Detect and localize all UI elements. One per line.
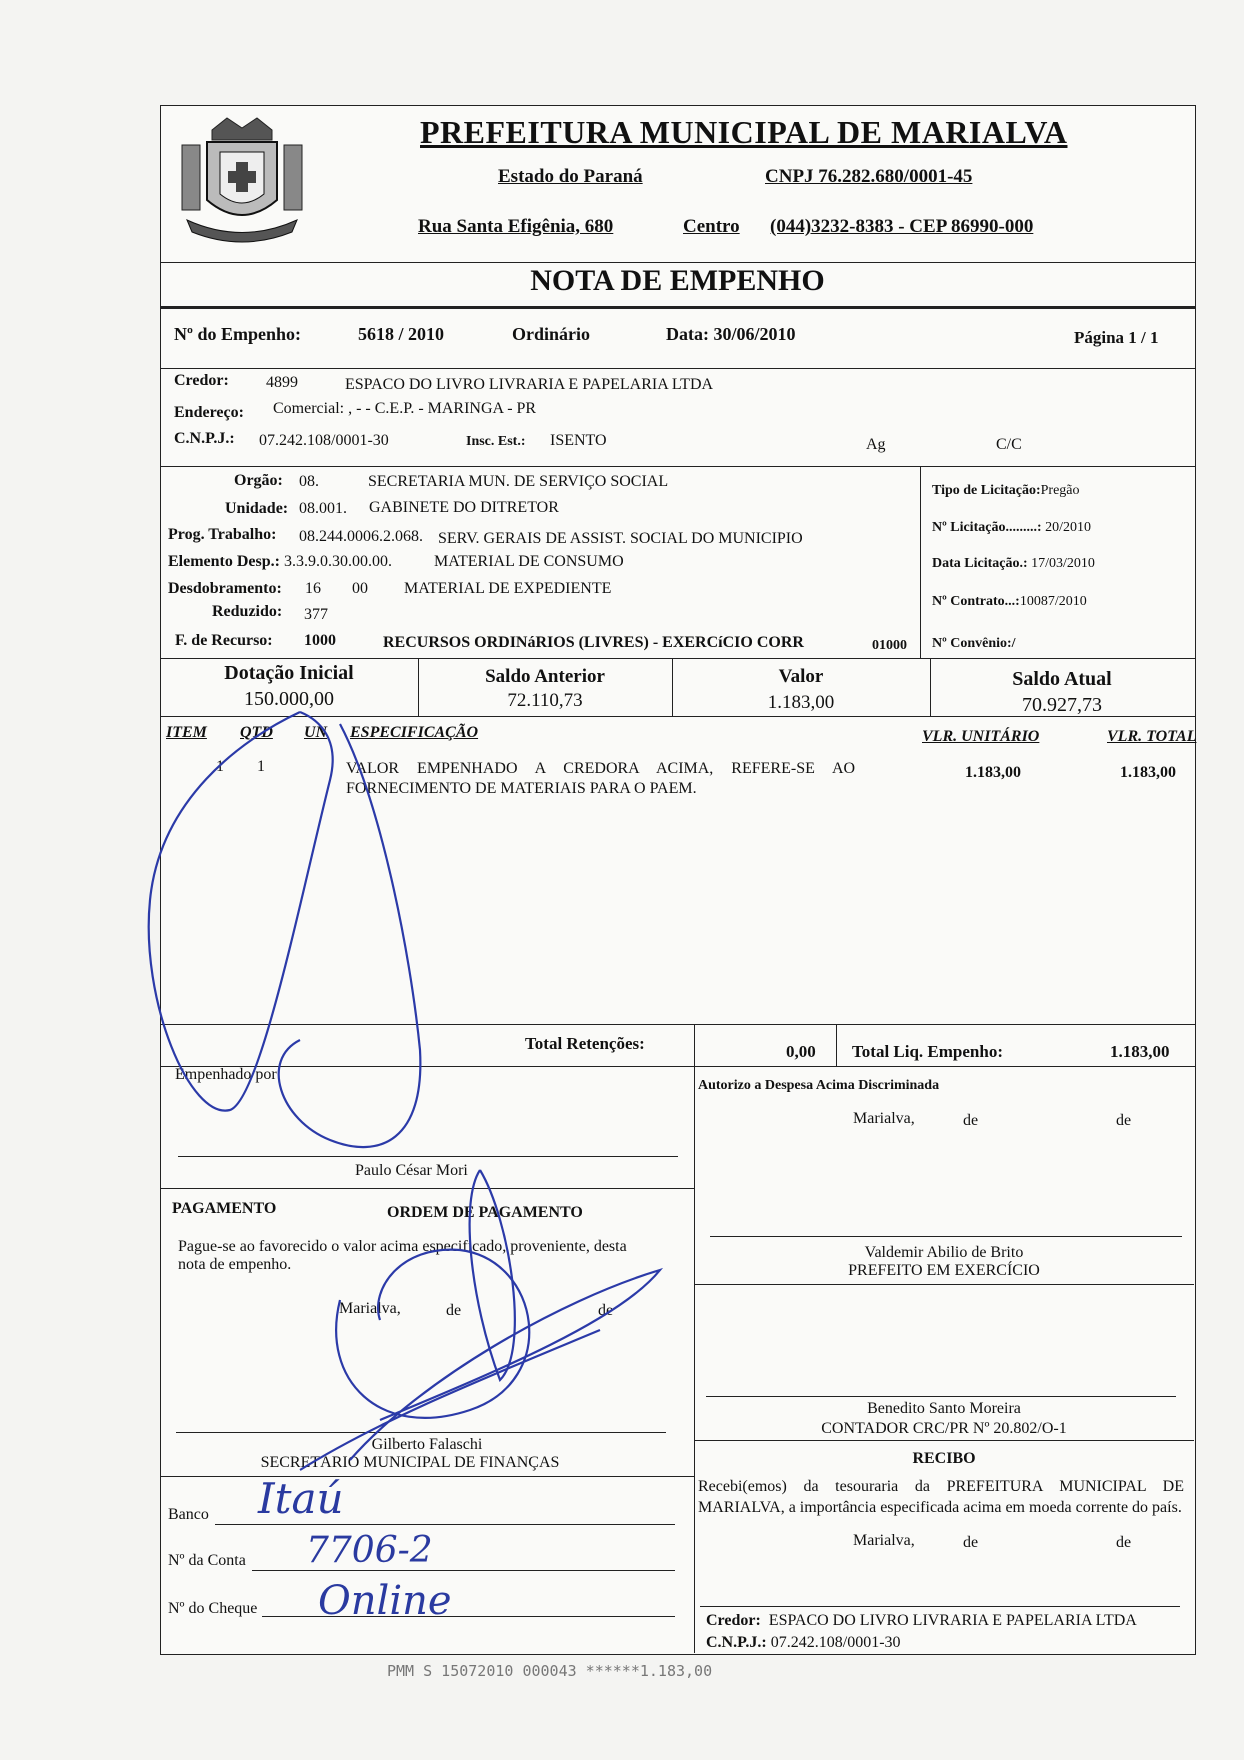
coat-of-arms-logo — [172, 110, 312, 250]
pagamento-text-line1: Pague-se ao favorecido o valor acima especificado, proveniente, desta — [178, 1238, 627, 1255]
empenhado-label: Empenhado por — [175, 1066, 277, 1083]
pagamento-date-de2: de — [598, 1302, 614, 1319]
signature-line — [710, 1236, 1182, 1237]
empenho-type: Ordinário — [512, 324, 591, 344]
phone-cep-text: (044)3232-8383 - CEP 86990-000 — [770, 216, 1034, 237]
item-unit-value: 1.183,00 — [965, 764, 1021, 781]
licitacao-data-value: 17/03/2010 — [1031, 556, 1095, 571]
document-title: NOTA DE EMPENHO — [530, 264, 825, 297]
prog-value: SERV. GERAIS DE ASSIST. SOCIAL DO MUNICIPIO — [438, 530, 803, 547]
autorizo-date-city: Marialva, — [853, 1110, 915, 1127]
cc-label: C/C — [996, 436, 1022, 453]
pagamento-date-de1: de — [446, 1302, 462, 1319]
secretario-role: SECRETÁRIO MUNICIPAL DE FINANÇAS — [260, 1454, 560, 1471]
dotacao-value: 150.000,00 — [244, 688, 334, 710]
saldo-anterior-value: 72.110,73 — [507, 690, 583, 711]
saldo-atual-value: 70.927,73 — [1022, 694, 1102, 716]
signature-line — [700, 1606, 1180, 1607]
unidade-code: 08.001. — [299, 500, 347, 517]
empenho-label: Nº do Empenho: — [174, 324, 301, 344]
page-number: Página 1 / 1 — [1074, 328, 1159, 347]
secretario-name: Gilberto Falaschi — [371, 1436, 483, 1453]
divider — [160, 368, 1195, 369]
empenho-date: Data: 30/06/2010 — [666, 324, 796, 344]
elemento-label: Elemento Desp.: — [168, 553, 280, 570]
divider — [160, 716, 1195, 717]
total-retencoes-label: Total Retenções: — [525, 1034, 645, 1053]
licitacao-num-label: Nº Licitação.........: — [932, 520, 1042, 535]
conta-handwritten: 7706-2 — [306, 1530, 433, 1571]
banco-handwritten: Itaú — [258, 1474, 344, 1523]
autorizo-date-de2: de — [1116, 1112, 1132, 1129]
pagamento-text-line2: nota de empenho. — [178, 1256, 292, 1273]
valor-value: 1.183,00 — [767, 692, 835, 713]
pagamento-date-city: Marialva, — [339, 1300, 401, 1317]
saldo-anterior-label: Saldo Anterior — [485, 666, 605, 687]
contador-name: Benedito Santo Moreira — [867, 1400, 1021, 1417]
district-text: Centro — [683, 216, 740, 237]
signature-line — [176, 1432, 666, 1433]
ordem-pagamento-label: ORDEM DE PAGAMENTO — [387, 1204, 583, 1221]
banco-label: Banco — [168, 1506, 209, 1523]
desdobramento-code: 16 — [305, 580, 321, 597]
divider — [694, 1284, 1194, 1285]
prog-code: 08.244.0006.2.068. — [299, 528, 423, 545]
recibo-title: RECIBO — [912, 1450, 976, 1467]
prefeito-name: Valdemir Abilio de Brito — [864, 1244, 1024, 1261]
item-total-value: 1.183,00 — [1120, 764, 1176, 781]
col-vlr-unitario: VLR. UNITÁRIO — [922, 728, 1040, 745]
contador-role: CONTADOR CRC/PR Nº 20.802/O-1 — [821, 1420, 1067, 1437]
licitacao-num-value: 20/2010 — [1045, 520, 1091, 535]
divider — [836, 1024, 837, 1066]
reduzido-value: 377 — [304, 606, 328, 623]
empenhado-name: Paulo César Mori — [355, 1162, 468, 1179]
signature-line — [706, 1396, 1176, 1397]
prefeito-role: PREFEITO EM EXERCÍCIO — [848, 1262, 1040, 1279]
address-value: Comercial: , - - C.E.P. - MARINGA - PR — [273, 400, 537, 417]
reduzido-label: Reduzido: — [212, 603, 283, 620]
valor-label: Valor — [778, 666, 824, 687]
orgao-code: 08. — [299, 473, 319, 490]
insc-value: ISENTO — [550, 432, 607, 449]
recurso-value: RECURSOS ORDINáRIOS (LIVRES) - EXERCíCIO CORR — [383, 634, 804, 651]
cheque-label: Nº do Cheque — [168, 1600, 258, 1617]
divider — [160, 1188, 694, 1189]
pagamento-label: PAGAMENTO — [172, 1200, 277, 1217]
autorizo-date-de1: de — [963, 1112, 979, 1129]
divider — [160, 466, 1195, 467]
street-text: Rua Santa Efigênia, 680 — [418, 216, 614, 237]
ag-label: Ag — [866, 436, 886, 453]
divider — [160, 1476, 694, 1477]
elemento-value: MATERIAL DE CONSUMO — [434, 553, 624, 570]
recibo-date-city: Marialva, — [853, 1532, 915, 1549]
item-qtd: 1 — [257, 758, 265, 775]
cnpj-label: C.N.P.J.: — [174, 430, 235, 447]
elemento-code: 3.3.9.0.30.00.00. — [284, 553, 392, 570]
licitacao-tipo-value: Pregão — [1040, 483, 1080, 498]
total-liquido-label: Total Liq. Empenho: — [852, 1042, 1003, 1061]
autorizo-text: Autorizo a Despesa Acima Discriminada — [698, 1078, 940, 1093]
state-text: Estado do Paraná — [498, 166, 643, 187]
recibo-credor-label: Credor: — [706, 1612, 761, 1629]
divider — [920, 466, 921, 658]
recibo-credor-value: ESPACO DO LIVRO LIVRARIA E PAPELARIA LTDA — [768, 1612, 1137, 1629]
item-spec-line1: VALOR EMPENHADO A CREDORA ACIMA, REFERE-SE AO — [346, 760, 856, 777]
convenio-label: Nº Convênio:/ — [932, 636, 1016, 651]
total-liquido-value: 1.183,00 — [1110, 1042, 1170, 1061]
licitacao-tipo-label: Tipo de Licitação: — [932, 483, 1041, 498]
item-spec-line2: FORNECIMENTO DE MATERIAIS PARA O PAEM. — [346, 780, 697, 797]
divider — [694, 1440, 1194, 1441]
address-label: Endereço: — [174, 404, 244, 421]
empenho-number: 5618 / 2010 — [358, 324, 445, 344]
recibo-cnpj-value: 07.242.108/0001-30 — [770, 1634, 901, 1651]
prog-label: Prog. Trabalho: — [168, 526, 277, 543]
col-especificacao: ESPECIFICAÇÃO — [350, 724, 479, 741]
divider — [694, 1066, 695, 1653]
col-un: UN — [304, 724, 328, 741]
item-number: 1 — [216, 758, 224, 775]
footer-stamp: PMM S 15072010 000043 ******1.183,00 — [387, 1662, 713, 1680]
divider — [160, 306, 1195, 309]
recurso-label: F. de Recurso: — [175, 632, 273, 649]
banco-line — [215, 1524, 675, 1525]
licitacao-data-label: Data Licitação.: — [932, 556, 1028, 571]
recibo-text: Recebi(emos) da tesouraria da PREFEITURA MUNICIPAL DE MARIALVA, a importância especificada acima em moeda corrente do país. — [698, 1478, 1184, 1516]
contrato-label: Nº Contrato...: — [932, 594, 1020, 609]
recibo-cnpj-label: C.N.P.J.: — [706, 1634, 767, 1651]
divider — [694, 1024, 695, 1066]
divider — [160, 1066, 1195, 1067]
unidade-label: Unidade: — [225, 500, 289, 517]
orgao-value: SECRETARIA MUN. DE SERVIÇO SOCIAL — [368, 473, 669, 490]
contrato-value: 10087/2010 — [1019, 594, 1087, 609]
divider — [160, 262, 1195, 263]
conta-label: Nº da Conta — [168, 1552, 246, 1569]
divider — [160, 658, 1195, 659]
desdobramento-value: MATERIAL DE EXPEDIENTE — [404, 580, 612, 597]
credor-name: ESPACO DO LIVRO LIVRARIA E PAPELARIA LTDA — [345, 376, 714, 393]
desdobramento-label: Desdobramento: — [168, 580, 282, 597]
orgao-label: Orgão: — [234, 472, 283, 489]
cnpj-value: 07.242.108/0001-30 — [259, 432, 389, 449]
insc-label: Insc. Est.: — [466, 434, 526, 449]
credor-label: Credor: — [174, 372, 229, 389]
total-retencoes-value: 0,00 — [786, 1042, 816, 1061]
col-qtd: QTD — [240, 724, 273, 741]
dotacao-label: Dotação Inicial — [224, 662, 354, 684]
recurso-number: 01000 — [872, 638, 907, 653]
recurso-code: 1000 — [304, 632, 336, 649]
municipality-title: PREFEITURA MUNICIPAL DE MARIALVA — [420, 114, 1068, 150]
cnpj-header: CNPJ 76.282.680/0001-45 — [765, 166, 973, 187]
cheque-handwritten: Online — [318, 1578, 452, 1624]
recibo-date-de2: de — [1116, 1534, 1132, 1551]
recibo-date-de1: de — [963, 1534, 979, 1551]
col-item: ITEM — [166, 724, 207, 741]
signature-line — [178, 1156, 678, 1157]
saldo-atual-label: Saldo Atual — [1012, 668, 1112, 690]
col-vlr-total: VLR. TOTAL — [1107, 728, 1197, 745]
credor-code: 4899 — [266, 374, 298, 391]
unidade-value: GABINETE DO DITRETOR — [369, 499, 559, 516]
desdobramento-sub: 00 — [352, 580, 368, 597]
divider — [160, 1024, 1195, 1025]
